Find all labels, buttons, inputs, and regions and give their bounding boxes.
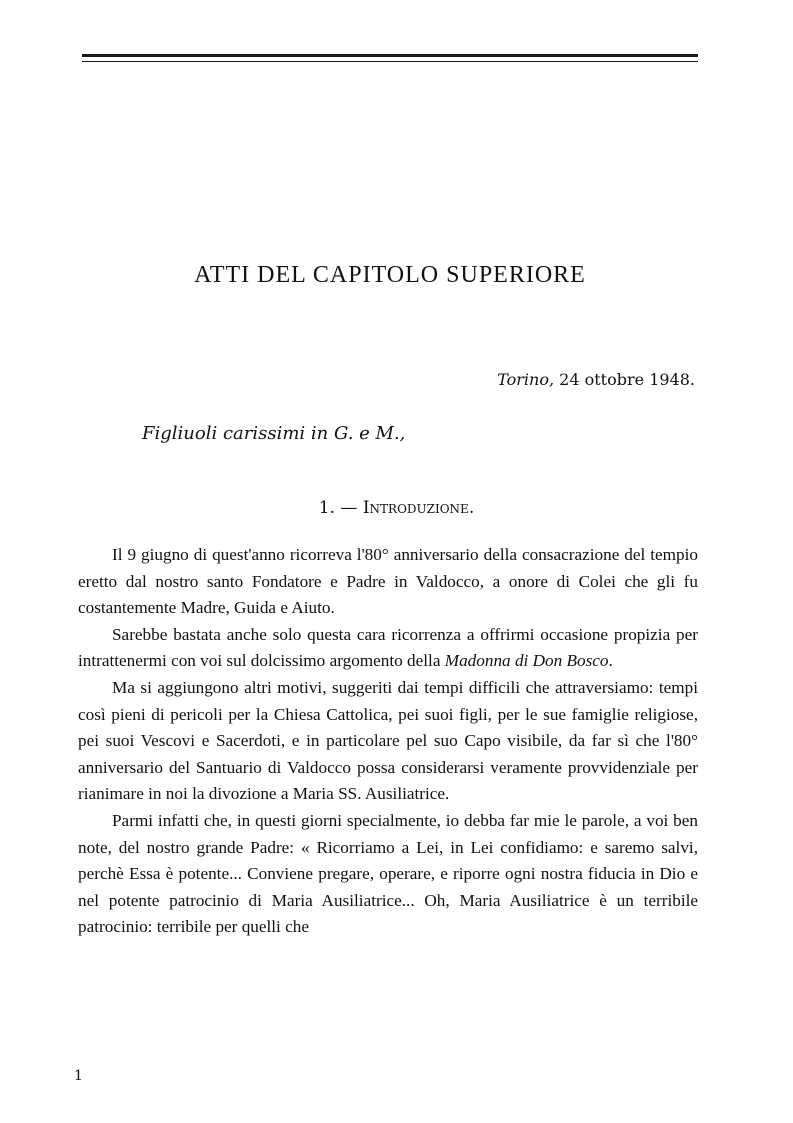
dateline-date: 24 ottobre 1948. [559,370,695,389]
dateline-place: Torino, [497,370,555,389]
paragraph-2-emphasis: Madonna di Don Bosco [444,651,609,671]
body-text [78,542,698,941]
section-title: Introduzione. [362,498,475,518]
section-dash: — [340,498,358,518]
paragraph-4: Parmi infatti che, in questi giorni specialmente, io debba far mie le parole, a voi ben note, del nostro grande Padre: « Ricorriamo a Lei, in Lei confidiamo: e saremo salvi, perchè Essa è potente... Conviene pregare, operare, e riporre ogni nostra fiducia in Dio e nel potente patrocinio di Maria Ausiliatrice... Oh, Maria Ausiliatrice è un terribile patrocinio: terribile per quelli che [78,810,698,937]
dateline [497,370,695,389]
salutation: Figliuoli carissimi in G. e M., [142,423,406,444]
paragraph-2-text: Sarebbe bastata anche solo questa cara ricorrenza a offrirmi occasione propizia per intrattenermi con voi sul dolcissimo argomento della [78,624,698,671]
paragraph-2-end: . [608,651,613,671]
header-rule-thick [82,54,698,57]
paragraph-2 [78,622,698,675]
paragraph-3: Ma si aggiungono altri motivi, suggeriti dai tempi difficili che attraversiamo: tempi così pieni di pericoli per la Chiesa Cattolica, pei suoi figli, per le sue famiglie religiose, pei suoi Vescovi e Sacerdoti, e in particolare pel suo Capo visibile, da far sì che l'80° anniversario del Santuario di Valdocco possa considerarsi veramente provvidenziale per rianimare in noi la divozione a Maria SS. Ausiliatrice. [78,677,698,804]
header-rule-thin [82,61,698,62]
page-mark: 1 [74,1068,83,1084]
document-title: ATTI DEL CAPITOLO SUPERIORE [194,262,586,288]
section-heading [0,498,793,518]
section-number: 1. [318,498,335,518]
paragraph-1: Il 9 giugno di quest'anno ricorreva l'80° anniversario della consacrazione del tempio eretto dal nostro santo Fondatore e Padre in Valdocco, a onore di Colei che gli fu costantemente Madre, Guida e Aiuto. [78,545,698,618]
